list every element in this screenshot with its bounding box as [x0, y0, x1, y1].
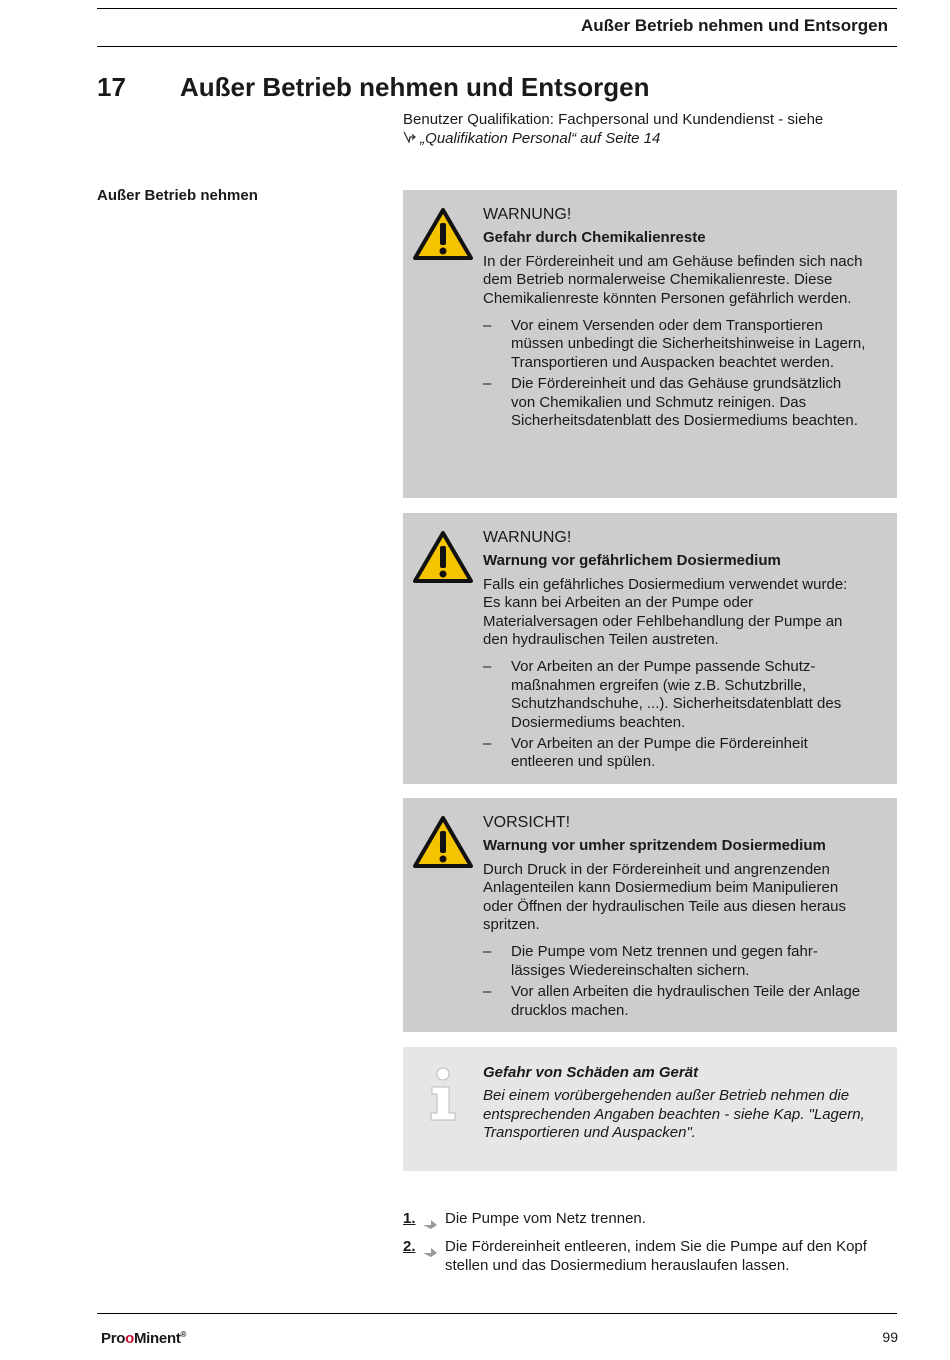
- chapter-number: 17: [97, 72, 126, 102]
- step-text: Die Pumpe vom Netz trennen.: [445, 1210, 646, 1227]
- step-number: 1.: [403, 1210, 416, 1227]
- signal-word: WARNUNG!: [483, 529, 572, 546]
- hazard-title: Gefahr durch Chemikalienreste: [483, 229, 706, 247]
- step-text: Die Fördereinheit entleeren, indem Sie die Pumpe auf den Kopf stellen und das Dosiermedium herauslaufen lassen.: [445, 1238, 867, 1274]
- list-item: – Vor allen Arbeiten die hydraulischen Teile der Anlage drucklos machen.: [483, 983, 861, 1019]
- section-label: Außer Betrieb nehmen: [97, 187, 258, 204]
- chapter-title: Außer Betrieb nehmen und Entsorgen: [180, 72, 650, 102]
- hazard-text: Durch Druck in der Fördereinheit und angrenzenden Anlagenteilen kann Dosiermedium beim Manipulieren oder Öffnen der hydraulischen Teile aus diesen heraus spritzen.: [483, 860, 847, 934]
- footer-rule: [97, 1313, 897, 1314]
- signal-word: WARNUNG!: [483, 206, 572, 223]
- hazard-title: Warnung vor gefährlichem Dosiermedium: [483, 552, 781, 570]
- info-title: Gefahr von Schäden am Gerät: [483, 1064, 699, 1081]
- warning-triangle-icon: [412, 530, 474, 589]
- qualification-text: Benutzer Qualifikation: Fachpersonal und Kundendienst - siehe: [403, 111, 824, 128]
- list-item: – Die Pumpe vom Netz trennen und gegen fahrlässiges Wiedereinschalten sichern.: [483, 943, 818, 979]
- list-item: – Die Fördereinheit und das Gehäuse grundsätzlich von Chemikalien und Schmutz reinigen. Das Sicherheitsdatenblatt des Dosiermediums beachten.: [483, 375, 858, 430]
- page-number: 99: [882, 1329, 898, 1345]
- header-top-rule: [97, 8, 897, 9]
- caution-box-spraying: [403, 798, 897, 1032]
- step-number: 2.: [403, 1238, 416, 1256]
- warning-box-dosing-medium: [403, 513, 897, 784]
- cross-reference-icon: [403, 130, 420, 147]
- step-arrow-icon: [423, 1216, 437, 1234]
- header-bottom-rule: [97, 46, 897, 47]
- procedure-steps: [403, 1210, 883, 1285]
- list-item: [403, 1238, 883, 1275]
- list-item: – Vor einem Versenden oder dem Transportieren müssen unbedingt die Sicherheitshinweise in Lagern, Transportieren und Auspacken beachtet werden.: [483, 317, 866, 371]
- step-arrow-icon: [423, 1244, 437, 1262]
- chapter-heading: [97, 72, 650, 103]
- list-item: – Vor Arbeiten an der Pumpe passende Schutzmaßnahmen ergreifen (wie z.B. Schutzbrille, Schutzhandschuhe, ...). Sicherheitsdatenblatt des Dosiermediums beachten.: [483, 658, 842, 731]
- warning-triangle-icon: [412, 815, 474, 874]
- signal-word: VORSICHT!: [483, 814, 571, 831]
- warning-box-chemicals: [403, 190, 897, 498]
- hazard-text: In der Fördereinheit und am Gehäuse befinden sich nach dem Betrieb normalerweise Chemikalienreste. Diese Chemikalienreste könnten Personen gefährlich werden.: [483, 252, 863, 307]
- info-icon: [425, 1067, 461, 1126]
- qualification-link[interactable]: „Qualifikation Personal“ auf Seite 14: [420, 130, 661, 147]
- warning-triangle-icon: [412, 207, 474, 266]
- hazard-text: Falls ein gefährliches Dosiermedium verwendet wurde: Es kann bei Arbeiten an der Pumpe oder Materialversagen oder Fehlbehandlung der Pumpe an den hydraulischen Teilen austreten.: [483, 575, 848, 649]
- info-text: Bei einem vorübergehenden außer Betrieb nehmen die entsprechenden Angaben beachten - siehe Kap. "Lagern, Transportieren und Auspacken".: [483, 1087, 865, 1142]
- prominent-logo: ProoMinent®: [101, 1330, 187, 1347]
- qualification-note: [403, 110, 883, 148]
- hazard-title: Warnung vor umher spritzendem Dosiermedium: [483, 837, 826, 855]
- running-header: Außer Betrieb nehmen und Entsorgen: [581, 16, 888, 35]
- list-item: [403, 1210, 883, 1228]
- info-box-device-damage: [403, 1047, 897, 1171]
- list-item: – Vor Arbeiten an der Pumpe die Fördereinheit entleeren und spülen.: [483, 735, 808, 771]
